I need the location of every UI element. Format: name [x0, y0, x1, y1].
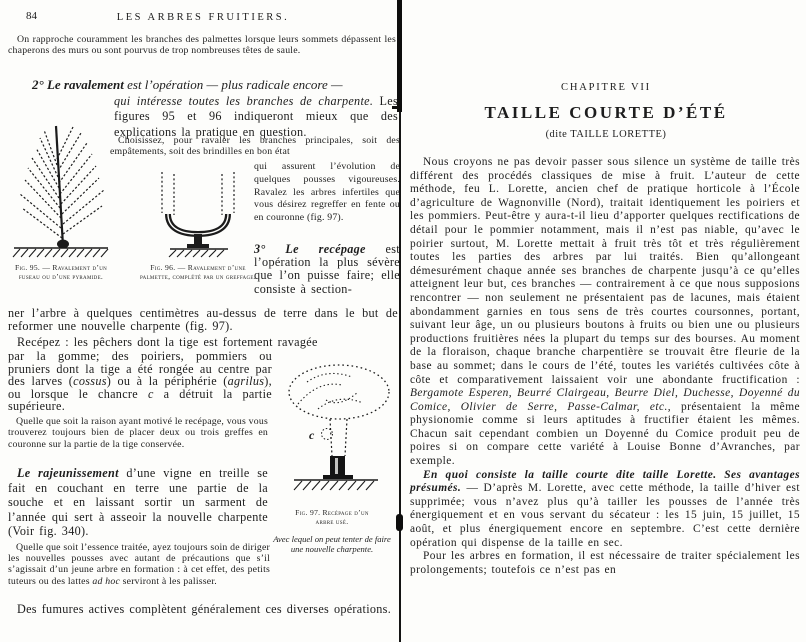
recepez-run: ) ou à la périphérie (	[106, 374, 228, 389]
note-choisissez-top: Choisissez, pour ravaler les branches principales, soit des empâtements, soit des brindilles en bon état	[110, 135, 400, 158]
chapter-heading: CHAPITRE VII	[561, 82, 651, 93]
fig97-caption: Fig. 97. Recépage d’un arbre usé.	[295, 508, 369, 527]
p1-variety-names: Bergamote Esperen, Beurré Clairgeau, Beurre Diel, Duchesse, Doyenné du Comice, Olivier de Serre, Passe-Calmar, etc.,	[410, 387, 800, 413]
ravalement-italic-cont: qui intéresse toutes les branches de charpente.	[114, 94, 374, 108]
fig95-fuseau-illustration	[8, 120, 114, 260]
recepez-cossus: cossus	[73, 374, 107, 389]
page-title: TAILLE COURTE D’ÉTÉ	[484, 103, 728, 122]
rajeunissement-term: Le rajeunissement	[17, 466, 119, 480]
fig97-note: Avec lequel on peut tenter de faire une nouvelle charpente.	[273, 533, 391, 555]
ravalement-heading-line	[32, 77, 343, 93]
recepez-paragraph	[8, 350, 272, 413]
figure-96	[138, 168, 258, 282]
p1-run: présentaient la même physionomie comme si leurs aptitudes à fructifier étaient les mêmes. Chacun sait cependant combien un Doyenné du Comice produit peu de poires si on compare cette variété à Louise Bonne d’Avranches, par exemple.	[410, 400, 801, 468]
note-greffes: Quelle que soit la raison ayant motivé le recépage, vous vous trouverez toujours bien de placer deux ou trois greffes en couronne sur la partie de la tige conservée.	[8, 416, 268, 450]
closing-paragraph: Des fumures actives complètent généralement ces diverses opérations.	[17, 602, 392, 616]
intro-paragraph: On rapproche couramment les branches des palmettes lorsque leurs sommets dépassent les chaperons des murs ou sont pourvus de trop nombreuses têtes de saule.	[8, 34, 396, 57]
note-choisissez-side: qui assurent l’évolution de quelques pousses vigoureuses. Ravalez les arbres infertiles que vous désirez regreffer en fente ou en couronne (fig. 97).	[254, 161, 400, 224]
left-page	[6, 0, 400, 642]
p2-run: — D’après M. Lorette, avec cette méthode, la taille d’hiver est supprimée; vous n’avez plus qu’à tailler les pousses de l’année très énergiquement et en vous servant du sécateur : les 15 juin, 15 juillet, 15 août, et plus énergiquement encore en septembre. C’est cette dernière opération qui dispense de la taille en sec.	[410, 482, 800, 549]
figure-95	[8, 120, 114, 282]
p1-run: Nous croyons ne pas devoir passer sous silence un système de taille très différent des procédés classiques de mise à fruit. L’auteur de cette méthode, feu L. Lorette, ancien chef de pratique horticole à l’École d’agriculture de Wagnonville (Nord), traitait identiquement les poiriers et les pommiers. Peut-être y aura-t-il lieu d’apporter quelques rectifications de détail pour le pommier notamment, mais il n’est pas niable, qu’avec le poirier surtout, M. Lorette mettait à fruit très tôt et très régulièrement toutes les parties des arbres par lui traités. Bien qu’allongeant démesurément chaque année ses branches de charpente jusqu’à ce qu’elles atteignent leur but, ces branches — contrairement à ce que nous supposions rencontrer — non seulement ne présentaient pas de lacunes, mais étaient abondamment garnies en tous sens de très courtes coursonnes, portant, suivant leur âge, un ou plusieurs boutons à fruits ou bien une ou plusieurs productions fruitières nées la plupart du temps sur des bourses. Au moment de la floraison, chaque branche charpentière se trouvait être fleurie de la base au sommet; dans le cours de l’été, toutes les variétés cultivées côte à côte et comparativement laissaient voir une abondante fructification :	[410, 156, 800, 386]
note-essence-run: serviront à les palisser.	[120, 575, 217, 587]
ravalement-paragraph	[114, 94, 398, 140]
recepez-run: a détruit la partie supérieure.	[8, 386, 272, 414]
note-essence	[8, 542, 270, 587]
ravalement-term: Le ravalement	[46, 77, 124, 92]
fig96-palmette-illustration	[138, 168, 258, 258]
page-number: 84	[26, 10, 37, 22]
recepage-number: 3°	[254, 242, 266, 256]
figure-97	[266, 362, 398, 555]
body-paragraph-2	[410, 469, 800, 551]
note-essence-adhoc: ad hoc	[92, 575, 120, 587]
fig95-caption: Fig. 95. — Ravalement d’un fuseau ou d’une pyramide.	[14, 263, 108, 282]
recepez-c: c	[147, 386, 154, 401]
recepage-term: Le recépage	[285, 242, 366, 256]
recepage-full-paragraph: ner l’arbre à quelques centimètres au-dessus de terre dans le but de reformer une nouvelle charpente (fig. 97).	[8, 306, 398, 334]
right-page	[408, 0, 804, 642]
ravalement-italic-lead: est l’opération — plus radicale encore —	[127, 77, 343, 92]
p2-heading: En quoi consiste la taille courte dite taille Lorette. Ses avantages présumés.	[410, 468, 800, 495]
rajeunissement-rest: d’une vigne en treille se fait en couchant en terre une partie de la souche et en laissant sortir un sarment de l’année qui sert à asseoir la nouvelle charpente (Voir fig. 340).	[8, 466, 268, 539]
recepez-run: ), ou lorsque le chancre	[8, 374, 272, 401]
rajeunissement-paragraph	[8, 466, 268, 539]
recepez-first-line: Recépez : les pêchers dont la tige est fortement ravagée	[17, 335, 318, 349]
recepage-side-text: est l’opération la plus sévère que l’on puisse faire; elle consiste à section-	[254, 242, 400, 296]
recepez-run: par la gomme; des poiriers, pommiers ou pruniers dont la tige a été rongée au centre par des larves (	[8, 349, 272, 389]
ravalement-rest: Les figures 95 et 96 indiqueront mieux que des explications la pratique en question.	[114, 94, 398, 139]
note-essence-run: Quelle que soit l’essence traitée, ayez toujours soin de diriger les nouvelles pousses avec autant de précautions que s’il s’agissait d’un jeune arbre en formation : à cet effet, des petits tuteurs ou des lattes	[8, 542, 270, 587]
fig97-arbre-use-illustration	[266, 362, 398, 492]
body-paragraph-3: Pour les arbres en formation, il est nécessaire de traiter spécialement les prolongements; toutefois ce n’est pas en	[410, 550, 800, 576]
body-paragraph-1	[410, 156, 800, 469]
fig97-label-c: c	[309, 428, 315, 442]
page-subtitle: (dite TAILLE LORETTE)	[545, 129, 667, 140]
running-head: LES ARBRES FRUITIERS.	[116, 12, 290, 23]
recepez-agrilus: agrilus	[227, 374, 265, 389]
recepage-side-paragraph	[254, 243, 400, 296]
ravalement-number: 2°	[32, 77, 44, 92]
fig96-caption: Fig. 96. — Ravalement d’une palmette, complété par un greffage.	[140, 263, 256, 282]
chapter-body	[410, 156, 800, 577]
